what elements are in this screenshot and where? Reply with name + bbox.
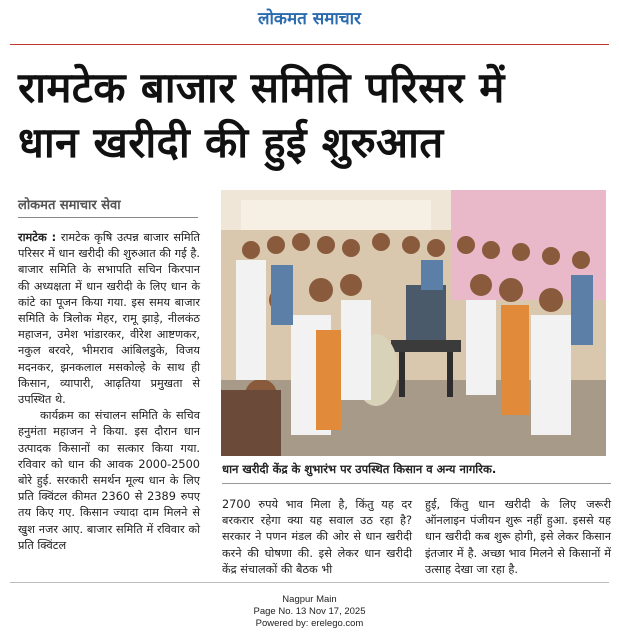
masthead: लोकमत समाचार [258,9,361,29]
byline: लोकमत समाचार सेवा [18,195,198,218]
article-column-3: हुई, किंतु धान खरीदी के लिए जरूरी ऑनलाइन पंजीयन शुरू नहीं हुआ. इससे यह धान खरीदी कब शुरू होगी, इसे लेकर किसान इंतजार में है. अच्छा भाव मिलने से किसानों में उत्साह देखा जा रहा है. [425,498,611,576]
crowd-photo-illustration [221,190,606,456]
powered-by-label: Powered by: erelego.com [255,618,364,629]
dateline: रामटेक : [18,231,57,244]
article-paragraph-2: कार्यक्रम का संचालन समिति के सचिव हनुमंता महाजन ने किया. इस दौरान धान उत्पादक किसानों का सत्कार किया गया. रविवार को धान की आवक 2000-2500 बोरे हुई. सरकारी समर्थन मूल्य धान के लिए प्रति क्विंटल कीमत 2360 से 2389 रुपए तय किए गए. किसान ज्यादा दाम मिलने से खुश नजर आए. बाजार समिति में रविवार को प्रति क्विंटल [18,409,200,552]
paragraph-1-text: रामटेक कृषि उत्पन्न बाजार समिति परिसर में धान खरीदी की शुरुआत की गई है. बाजार समिति के सभापति सचिन किरपान की अध्यक्षता में धान खरीदी के लिए धान के कांटे का पूजन किया गया. इस समय बाजार समिति के त्रिलोक मेहर, रामू झाड़े, नीलकंठ महाजन, उमेश भांडारकर, वीरेश आष्टणकर, नकुल बरवरे, भीमराव आंबिलडुके, विजय मदनकर, झनकलाल मसकोल्हे के साथ ही किसान, व्यापारी, आढ़तिया प्रमुखता से उपस्थित थे. [18,231,200,407]
edition-label: Nagpur Main [282,594,337,605]
article-column-1 [18,230,200,554]
article-paragraph-1 [18,230,200,408]
top-divider [10,44,609,45]
news-photo [221,190,606,456]
headline [18,60,608,170]
article-column-2: 2700 रुपये भाव मिला है, किंतु यह दर बरकरार रहेगा क्या यह सवाल उठ रहा है? सरकार ने पणन मंडल की ओर से धान खरीदी करने की घोषणा की. इसे लेकर धान खरीदी केंद्र संचालकों की बैठक भी [222,498,412,576]
page-date-label: Page No. 13 Nov 17, 2025 [253,606,366,617]
headline-line-2: धान खरीदी की हुई शुरुआत [18,118,444,167]
bottom-divider [10,582,609,583]
photo-caption: धान खरीदी केंद्र के शुभारंभ पर उपस्थित किसान व अन्य नागरिक. [222,462,611,484]
headline-line-1: रामटेक बाजार समिति परिसर में [18,63,505,112]
